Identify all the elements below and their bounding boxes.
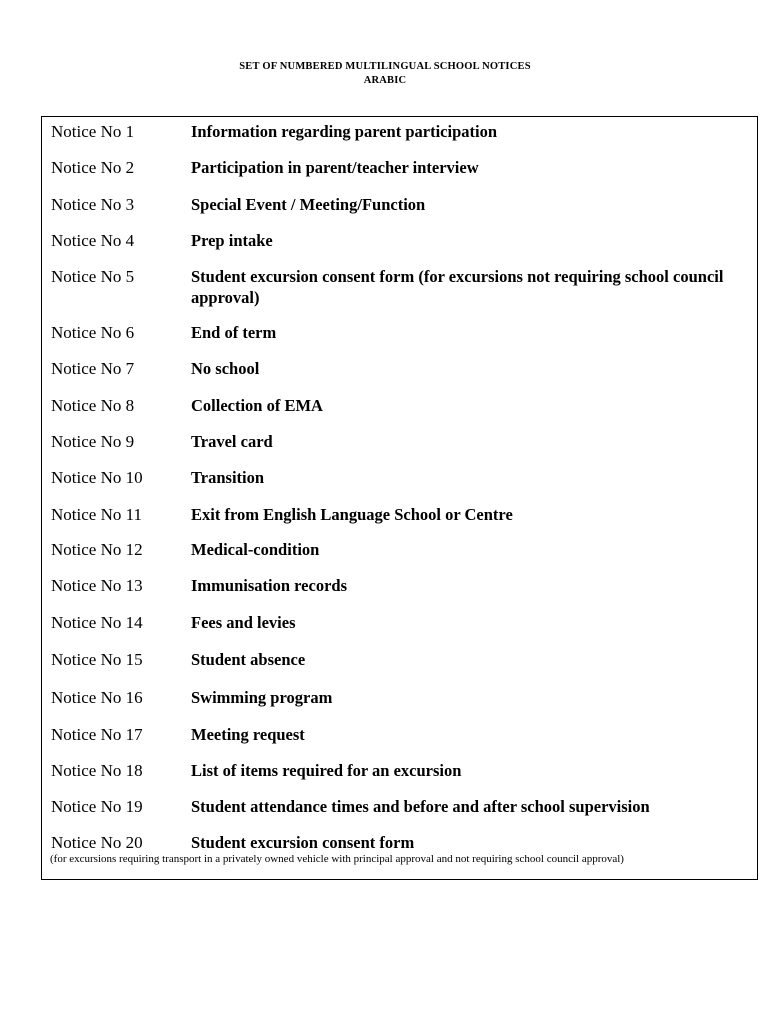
notice-number: Notice No 1 [51,122,135,141]
notice-number: Notice No 12 [51,540,143,559]
notice-number: Notice No 14 [51,613,143,632]
notice-number: Notice No 4 [51,231,135,250]
notice-20-footnote: (for excursions requiring transport in a privately owned vehicle with principal approval and not requiring school council approval) [50,853,624,865]
notice-number: Notice No 6 [51,323,135,342]
notice-number: Notice No 19 [51,797,143,816]
notice-title: Information regarding parent participation [191,122,498,141]
notice-title: Medical-condition [191,540,320,559]
notice-number: Notice No 18 [51,761,143,780]
notice-number: Notice No 15 [51,650,143,669]
notice-title: Prep intake [191,231,273,250]
notice-title: Exit from English Language School or Centre [191,505,513,524]
notice-number: Notice No 3 [51,195,135,214]
notice-number: Notice No 13 [51,576,143,595]
notice-number: Notice No 7 [51,359,135,378]
notice-number: Notice No 2 [51,158,135,177]
notice-title: Student excursion consent form (for excursions not requiring school council approval) [191,267,724,307]
notice-number: Notice No 10 [51,468,143,487]
document-title: SET OF NUMBERED MULTILINGUAL SCHOOL NOTICES [239,61,531,72]
notice-title: Student absence [191,650,306,669]
notice-number: Notice No 17 [51,725,143,744]
notice-number: Notice No 20 [51,833,143,852]
notice-title: Collection of EMA [191,396,323,415]
document-language: ARABIC [363,75,407,86]
notice-title: Swimming program [191,688,333,707]
notice-title: Student attendance times and before and after school supervision [191,797,650,816]
notice-title: End of term [191,323,277,342]
notice-title: No school [191,359,260,378]
notice-title: Student excursion consent form [191,833,415,852]
notice-title: Immunisation records [191,576,347,595]
notice-number: Notice No 16 [51,688,143,707]
notice-number: Notice No 8 [51,396,135,415]
notice-list [41,116,758,880]
notice-title: List of items required for an excursion [191,761,462,780]
notice-number: Notice No 5 [51,267,135,286]
notice-number: Notice No 11 [51,505,142,524]
notice-title: Transition [191,468,265,487]
document-header [0,60,770,88]
notice-title: Special Event / Meeting/Function [191,195,426,214]
notice-title: Travel card [191,432,273,451]
notice-title: Fees and levies [191,613,296,632]
notice-title: Participation in parent/teacher interview [191,158,479,177]
notice-title: Meeting request [191,725,305,744]
notice-number: Notice No 9 [51,432,135,451]
